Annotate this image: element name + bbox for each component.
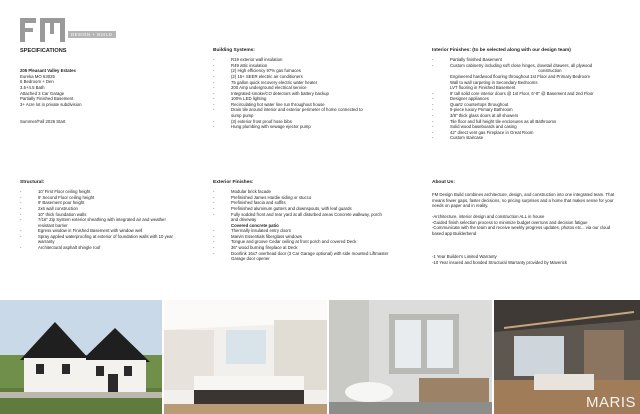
- exterior-finish-item: - Prefinished James Hardie siding or stucco: [213, 195, 413, 201]
- exterior-finish-item: - Fully sodded front and rear yard at all disturbed areas Concrete walkway, porch and driveway: [213, 212, 413, 223]
- interior-finish-item: - Tile floor and full height tile enclosures as all Bathrooms: [432, 119, 632, 125]
- exterior-finish-item: - Prefinished fascia and soffits: [213, 200, 413, 206]
- exterior-finishes-title: Exterior Finishes:: [213, 180, 254, 185]
- spec-line: Partially Finished Basement: [20, 96, 74, 102]
- interior-finish-item: - Solid wood baseboards and casing: [432, 124, 632, 130]
- specifications-title: SPECIFICATIONS: [20, 48, 67, 54]
- bathroom-photo: [329, 300, 492, 414]
- exterior-finishes-section: [213, 180, 413, 262]
- spec-line: 6 Bedroom + Den: [20, 79, 54, 85]
- great-room-photo: [494, 300, 640, 414]
- spec-line: 3.5+4.5 Bath: [20, 85, 45, 90]
- kitchen-photo-icon: [164, 300, 326, 414]
- company-logo: [20, 18, 113, 42]
- building-system-item: - R49 attic insulation: [213, 63, 413, 69]
- structural-item: - Architectural asphalt shingle roof: [20, 245, 200, 251]
- structural-item: - 9' Basement pour height: [20, 200, 200, 206]
- interior-finish-item: - Partially finished Basement: [432, 57, 632, 63]
- interior-finish-item: - Custom cabinetry including soft close hinges, dovetail drawers, all plywood: [432, 63, 632, 69]
- interior-finish-item: Engineered hardwood flooring throughout 1st Floor and Primary Bedroom: [450, 73, 590, 79]
- building-system-item: - (3) exterior frost proof hose bibs: [213, 119, 413, 125]
- exterior-finish-item: - Prefinished aluminum gutters and downspouts, with leaf guards: [213, 206, 413, 212]
- interior-finish-item: - Custom staircase: [432, 135, 632, 141]
- interior-finish-item: construction: [538, 68, 562, 74]
- interior-finish-item: - Designer appliances: [432, 96, 632, 102]
- structural-item: - 10' First Floor ceiling height: [20, 189, 200, 195]
- building-system-item: - 75 gallon quick recovery electric water heater: [213, 80, 413, 86]
- building-system-item: - (2) 15+ SEER electric air conditioners: [213, 74, 413, 80]
- structural-item: - Spray applied waterproofing at exterior of foundation walls with 10 year warranty: [20, 234, 200, 245]
- structural-item: - 7/16" Zip System exterior sheathing with integrated air and weather resistant barrier: [20, 217, 200, 228]
- fm-logo-mark: [20, 18, 66, 42]
- building-system-item: - Recirculating hot water line run throughout house: [213, 102, 413, 108]
- building-system-item: - (2) High efficiency 97% gas furnaces: [213, 68, 413, 74]
- interior-finish-item: Wall to wall carpeting in Secondary Bedrooms: [450, 79, 538, 85]
- building-system-item: - Drain tile around interior and exterior perimeter of home connected to sump pump: [213, 107, 413, 118]
- exterior-finish-item: - Marvin Essentials fiberglass windows: [213, 234, 413, 240]
- spec-line: 3+ Acre lot in private subdivision: [20, 101, 82, 107]
- kitchen-photo: [164, 300, 326, 414]
- exterior-photo: [0, 300, 162, 414]
- exterior-finish-item: - Modular brick facade: [213, 189, 413, 195]
- bathroom-photo-icon: [329, 300, 492, 414]
- structural-list: [20, 189, 200, 250]
- building-systems-title: Building Systems:: [213, 48, 255, 53]
- building-systems-section: [213, 48, 413, 130]
- about-us-intro: FM Design Build combines architecture, design, and construction into one integrated team. That means fewer gaps, faster decisions, no pricing surprises and a home that makes sense for your needs on paper and in reality.: [432, 192, 615, 209]
- about-us-section: [432, 180, 622, 270]
- interior-finish-item: - 8' tall solid core interior doors @ 1st Floor, 6'-8" @ Basement and 2nd Floor: [432, 91, 632, 97]
- photo-strip: [0, 300, 640, 414]
- spec-line: Eureka MO 63025: [20, 73, 55, 79]
- building-system-item: - Integrated smoke/CO detectors with battery backup: [213, 91, 413, 97]
- specifications-list: [20, 74, 190, 107]
- building-system-item: - 200 Amp underground electrical service: [213, 85, 413, 91]
- building-system-item: - R19 exterior wall insulation: [213, 57, 413, 63]
- interior-finish-item: - 3/8" thick glass doors at all showers: [432, 113, 632, 119]
- exterior-finish-item: - Doorlink 16x7 overhead door (3 Car Garage optional) with side mounted Liftmaster Garage door opener: [213, 251, 413, 262]
- exterior-finishes-list: [213, 189, 413, 262]
- interior-finish-item: LVT flooring in Finished Basement: [450, 85, 516, 91]
- maris-watermark: MARIS: [585, 393, 636, 411]
- exterior-finish-item: - Tongue and groove Cedar ceiling at front porch and covered Deck: [213, 239, 413, 245]
- interior-finishes-title: Interior Finishes: (to be selected along with our design team): [432, 48, 571, 53]
- spec-line: Attached 3 Car Garage: [20, 90, 65, 96]
- exterior-photo-icon: [0, 300, 162, 414]
- property-address: 205 Pleasant Valley Estates: [20, 68, 76, 74]
- interior-finish-item: - Quartz countertops throughout: [432, 102, 632, 108]
- structural-title: Structural:: [20, 180, 45, 185]
- interior-finish-item: - 5-piece luxury Primary Bathroom: [432, 107, 632, 113]
- about-us-title: About Us:: [432, 180, 455, 185]
- interior-finish-item: - 42" direct vent gas Fireplace in Great Room: [432, 130, 632, 136]
- structural-item: - 9' Second Floor ceiling height: [20, 195, 200, 201]
- exterior-finish-item: Covered concrete patio: [231, 222, 279, 228]
- exterior-finish-item: - Thermally insulated entry doors: [213, 228, 413, 234]
- structural-section: [20, 180, 200, 251]
- structural-item: - 10" thick foundation walls: [20, 212, 200, 218]
- structural-item: - Egress window in Finished Basement with window well: [20, 228, 200, 234]
- about-us-points: -Architecture, interior design and construction ALL in house -Guided finish selection process to minimize budget overruns and decision fatigue -Communicate with the team and receive weekly progress updates, photos etc... via our cloud based app Builderbend: [432, 213, 611, 236]
- building-system-item: - 100% LED lighting: [213, 96, 413, 102]
- building-system-item: - Hung plumbing with sewage ejector pump: [213, 124, 413, 130]
- start-date: Summer/Fall 2026 Start: [20, 119, 66, 125]
- interior-finishes-section: [432, 48, 632, 141]
- building-systems-list: [213, 57, 413, 130]
- logo-tagline: DESIGN + BUILD: [68, 31, 116, 38]
- exterior-finish-item: - 36" wood burning fireplace at Deck: [213, 245, 413, 251]
- about-us-warranty: -1 Year Builder's Limited Warranty -10 Year insured and bonded Structural Warranty provided by Maverick: [432, 254, 568, 265]
- specifications-section: [20, 48, 190, 125]
- interior-finishes-list: [432, 57, 632, 141]
- structural-item: - 2x6 wall construction: [20, 206, 200, 212]
